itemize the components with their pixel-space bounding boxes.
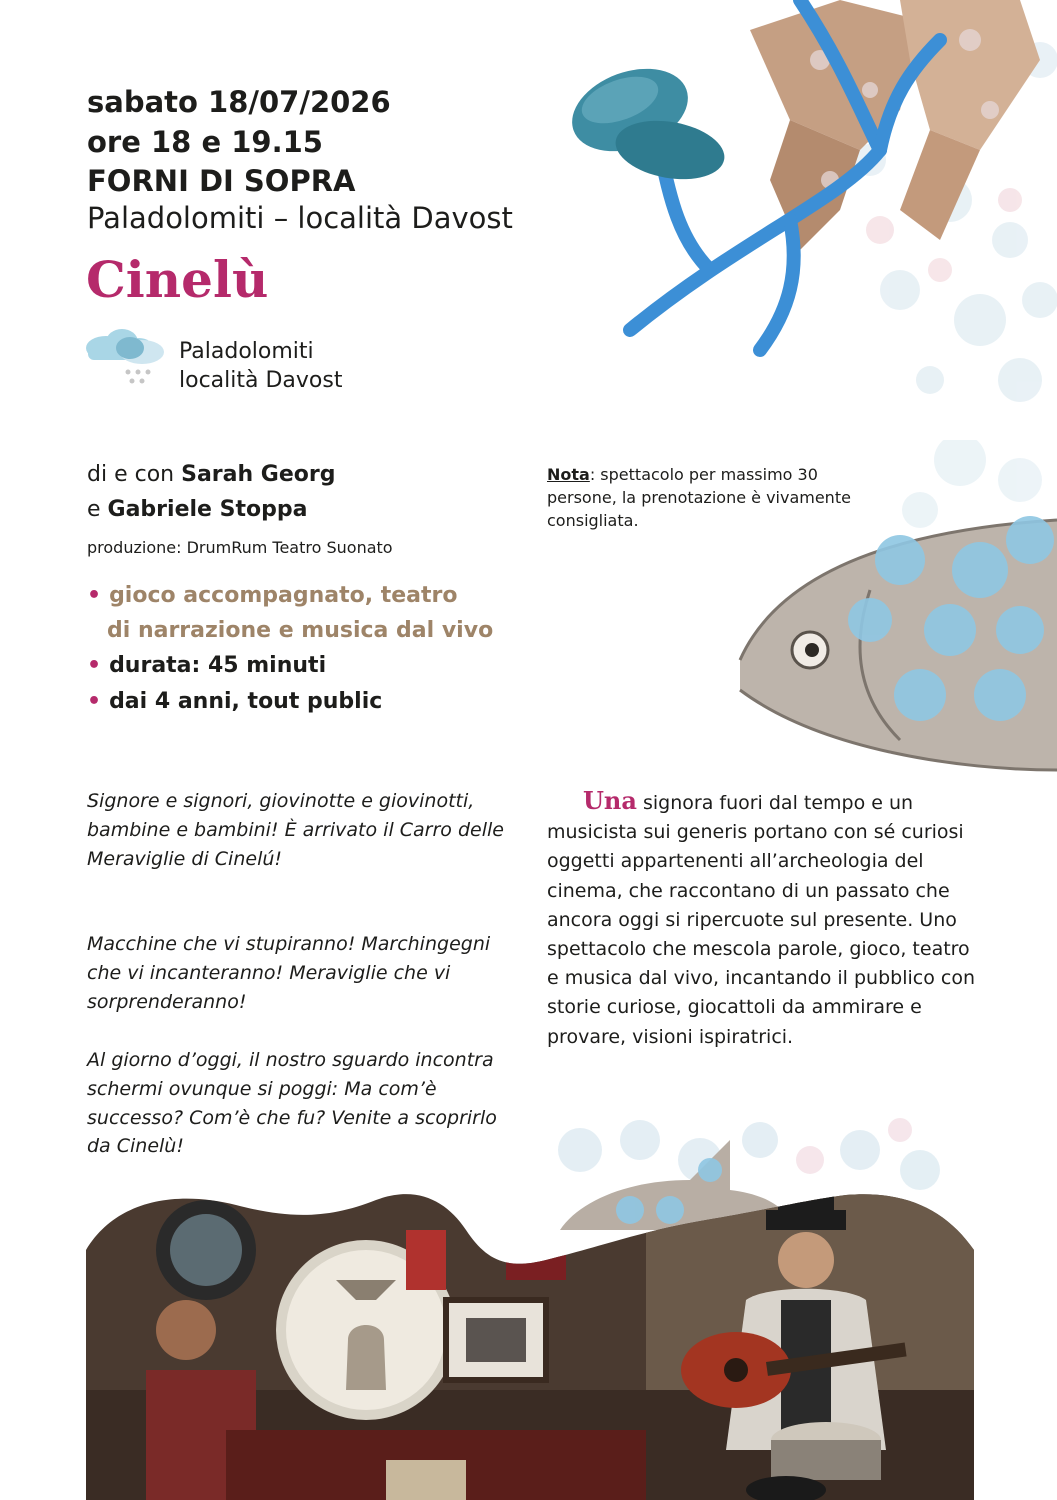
credit-line-1 [87, 458, 336, 492]
bullet-text: gioco accompagnato, teatro [109, 583, 458, 608]
event-venue: Paladolomiti – località Davost [87, 201, 513, 235]
performance-photo [86, 1190, 974, 1500]
poem-stanza-1: Signore e signori, giovinotte e giovinotti, bambine e bambini! È arrivato il Carro delle Meraviglie di Cinelú! [87, 790, 504, 870]
credit-line-2 [87, 493, 307, 527]
location-line-1: Paladolomiti [179, 339, 314, 364]
credit-prefix: di e con [87, 462, 182, 487]
bullet-text: durata: 45 minuti [109, 653, 327, 678]
description-first-word: Una [583, 786, 637, 815]
performer-name: Gabriele Stoppa [107, 497, 308, 522]
bird-branch-illustration [540, 0, 1057, 420]
booking-note [547, 463, 877, 532]
bullet-text: dai 4 anni, tout public [109, 689, 383, 714]
poem-stanza-3: Al giorno d’oggi, il nostro sguardo incontra schermi ovunque si poggi: Ma com’è successo? Com’è che fu? Venite a scoprirlo da Cinelù! [87, 1049, 497, 1158]
description-text: signora fuori dal tempo e un musicista sui generis portano con sé curiosi oggetti appartenenti all’archeologia del cinema, che raccontano di un passato che ancora oggi si ripercuote sul presente. Uno spettacolo che mescola parole, gioco, teatro e musica dal vivo, incantando il pubblico con storie curiose, giocattoli da ammirare e provare, visioni ispiratrici. [547, 792, 975, 1048]
event-time: ore 18 e 19.15 [87, 125, 323, 159]
cloud-rain-icon [84, 326, 170, 388]
show-title: Cinelù [86, 250, 269, 309]
bullet-genre: • gioco accompagnato, teatro [87, 583, 458, 608]
bullet-audience: • dai 4 anni, tout public [87, 689, 383, 714]
event-town: FORNI DI SOPRA [87, 164, 356, 198]
poem-stanza-2: Macchine che vi stupiranno! Marchingegni che vi incanteranno! Meraviglie che vi sorprenderanno! [87, 933, 491, 1013]
bullet-duration: • durata: 45 minuti [87, 653, 327, 678]
location-line-2: località Davost [179, 368, 343, 393]
note-label: Nota [547, 465, 590, 484]
event-date: sabato 18/07/2026 [87, 85, 391, 119]
performer-name: Sarah Georg [181, 462, 336, 487]
credit-prefix: e [87, 497, 108, 522]
production-credit: produzione: DrumRum Teatro Suonato [87, 538, 393, 557]
bullet-genre-cont: di narrazione e musica dal vivo [107, 618, 494, 643]
note-text: : spettacolo per massimo 30 persone, la prenotazione è vivamente consigliata. [547, 465, 851, 530]
show-description [547, 786, 977, 1052]
